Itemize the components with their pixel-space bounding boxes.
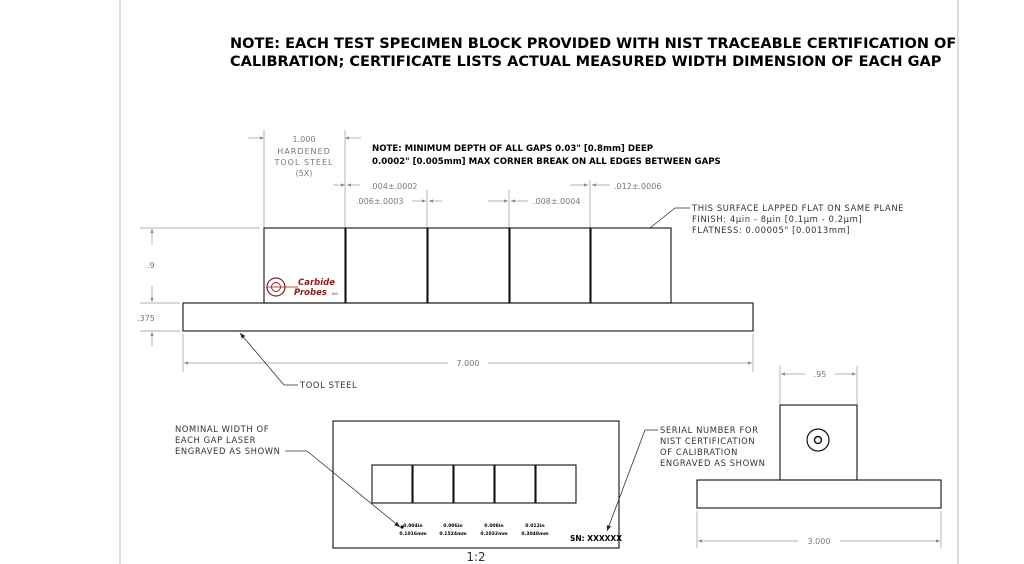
logo-suffix: INC. — [332, 292, 340, 296]
serial-note-line4: ENGRAVED AS SHOWN — [660, 458, 766, 468]
gap2-dim: .006±.0003 — [356, 197, 404, 206]
serial-note-line1: SERIAL NUMBER FOR — [660, 425, 759, 435]
top-block-3 — [454, 465, 494, 503]
engraved-inch-3: 0.008in — [484, 524, 504, 529]
side-base — [697, 480, 941, 508]
engraved-inch-2: 0.006in — [443, 524, 463, 529]
engraving-note-line2: EACH GAP LASER — [175, 435, 257, 445]
engraving-note-line1: NOMINAL WIDTH OF — [175, 424, 270, 434]
overall-length-dim: 7.000 — [456, 359, 480, 368]
gap4-dim: .012±.0006 — [614, 182, 662, 191]
front-view — [183, 228, 753, 331]
hole-inner — [815, 437, 822, 444]
drawing-scale: 1:2 — [466, 550, 486, 564]
height-dimensions — [137, 228, 260, 346]
top-block-1 — [372, 465, 412, 503]
block-qty: (5X) — [295, 169, 313, 178]
side-base-length-dim: 3.000 — [807, 537, 831, 546]
title-note-line1: NOTE: EACH TEST SPECIMEN BLOCK PROVIDED WITH NIST TRACEABLE CERTIFICATION OF — [230, 36, 957, 52]
serial-number: SN: XXXXXX — [570, 534, 622, 543]
top-block-4 — [495, 465, 535, 503]
gauge-block-5 — [591, 228, 671, 303]
hole-outer — [807, 429, 829, 451]
block-height-dim: .9 — [147, 261, 155, 270]
engraved-inch-1: 0.004in — [403, 524, 423, 529]
gap1-dim: .004±.0002 — [370, 182, 418, 191]
side-view — [697, 366, 941, 548]
base-material-label: TOOL STEEL — [300, 380, 358, 390]
engraved-mm-2: 0.1524mm — [439, 532, 467, 537]
top-view — [333, 421, 622, 548]
engraved-mm-4: 0.3048mm — [521, 532, 549, 537]
serial-note-line3: OF CALIBRATION — [660, 447, 738, 457]
gap-dimensions — [333, 180, 661, 228]
serial-note — [607, 425, 766, 531]
engraving-note — [175, 424, 400, 527]
base-plate — [183, 303, 753, 331]
base-material-callout — [240, 333, 357, 390]
logo-line2: Probes — [294, 288, 327, 298]
surface-note-line3: FLATNESS: 0.00005" [0.0013mm] — [692, 225, 851, 235]
engraved-mm-1: 0.1016mm — [399, 532, 427, 537]
surface-note-line1: THIS SURFACE LAPPED FLAT ON SAME PLANE — [692, 203, 905, 213]
title-note-line2: CALIBRATION; CERTIFICATE LISTS ACTUAL MEASURED WIDTH DIMENSION OF EACH GAP — [230, 54, 942, 70]
surface-note-line2: FINISH: 4µin - 8µin [0.1µm - 0.2µm] — [692, 214, 863, 224]
depth-note-line1: NOTE: MINIMUM DEPTH OF ALL GAPS 0.03" [0.8mm] DEEP — [372, 144, 653, 154]
logo-line1: Carbide — [298, 278, 336, 288]
top-block-5 — [536, 465, 576, 503]
engraved-inch-4: 0.012in — [525, 524, 545, 529]
block-material-line2: TOOL STEEL — [274, 158, 334, 167]
side-block-width-dim: .95 — [813, 370, 827, 379]
gauge-block-4 — [510, 228, 590, 303]
block-material-line1: HARDENED — [277, 147, 331, 156]
gauge-block-3 — [428, 228, 509, 303]
depth-note-line2: 0.0002" [0.005mm] MAX CORNER BREAK ON ALL EDGES BETWEEN GAPS — [372, 157, 721, 167]
gap3-dim: .008±.0004 — [533, 197, 581, 206]
side-block — [780, 405, 857, 480]
engraved-mm-3: 0.2032mm — [480, 532, 508, 537]
block-width-dim: 1.000 — [292, 135, 316, 144]
engraving-note-line3: ENGRAVED AS SHOWN — [175, 446, 281, 456]
gauge-block-2 — [346, 228, 427, 303]
top-block-2 — [413, 465, 453, 503]
carbide-probes-logo — [267, 278, 339, 298]
serial-note-line2: NIST CERTIFICATION — [660, 436, 756, 446]
block-width-callout — [248, 130, 361, 228]
surface-note — [650, 203, 904, 235]
base-height-dim: .375 — [137, 314, 155, 323]
